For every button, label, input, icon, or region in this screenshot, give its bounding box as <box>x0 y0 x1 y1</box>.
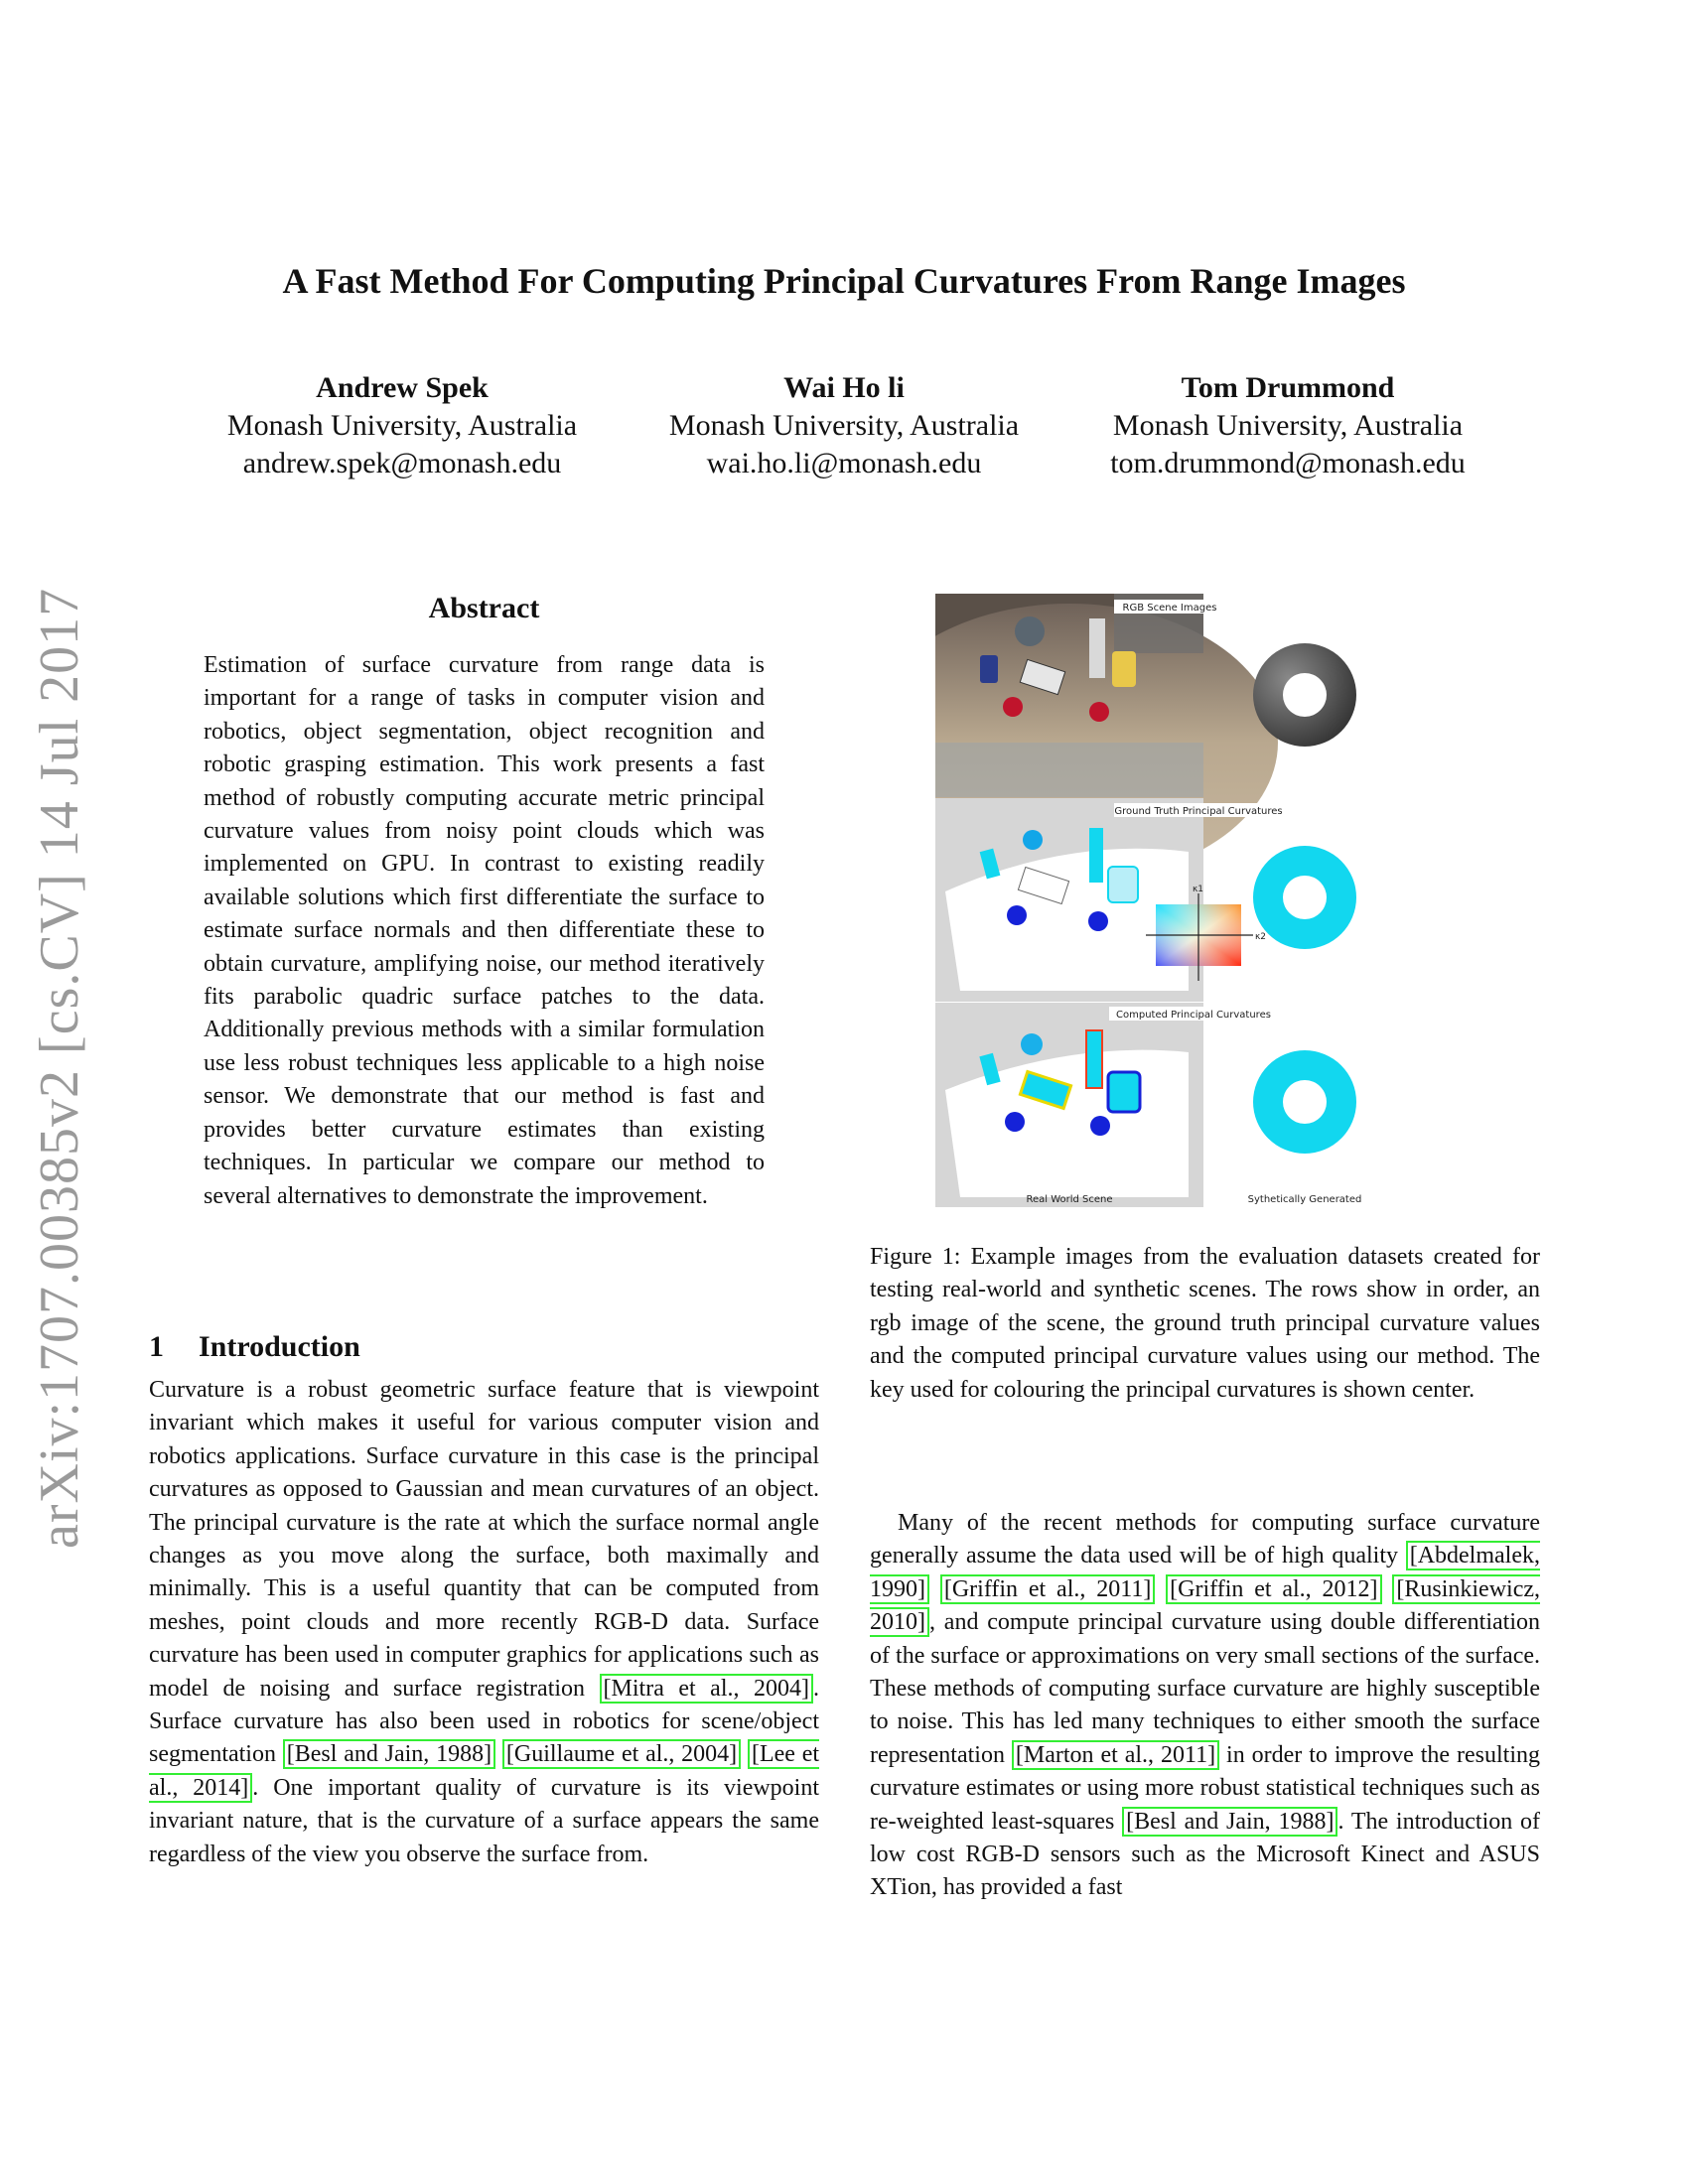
author-email[interactable]: wai.ho.li@monash.edu <box>706 447 982 479</box>
figure-1 <box>935 594 1418 1207</box>
key-k1-label: κ1 <box>1193 885 1204 894</box>
figure-1-image <box>935 594 1418 1207</box>
label-synthetic: Sythetically Generated <box>1247 1194 1362 1205</box>
author-block-2 <box>635 369 1053 482</box>
section-heading-introduction <box>149 1330 360 1364</box>
label-computed: Computed Principal Curvatures <box>1116 1010 1271 1021</box>
label-ground-truth: Ground Truth Principal Curvatures <box>1114 806 1283 817</box>
citation-link[interactable]: [Rusinkiewicz, 2010] <box>870 1575 1540 1636</box>
author-email[interactable]: tom.drummond@monash.edu <box>1110 447 1466 479</box>
paper-title: A Fast Method For Computing Principal Curvatures From Range Images <box>282 261 1406 301</box>
author-affiliation: Monash University, Australia <box>226 409 578 442</box>
author-block-1 <box>194 369 611 482</box>
citation-link[interactable]: [Griffin et al., 2011] <box>940 1574 1155 1604</box>
author-block-3 <box>1079 369 1496 482</box>
citation-link[interactable]: [Besl and Jain, 1988] <box>283 1739 495 1769</box>
citation-link[interactable]: [Griffin et al., 2012] <box>1166 1574 1381 1604</box>
abstract-text: Estimation of surface curvature from range data is important for a range of tasks in computer vision and robotics, object segmentation, object recognition and robotic grasping estimation. This work presents a fast method of robustly computing accurate metric principal curvature values from noisy point clouds which was implemented on GPU. In contrast to existing readily available solutions which first differentiate the surface to estimate surface normals and then differentiate these to obtain curvature, amplifying noise, our method iteratively fits parabolic quadric surface patches to the data. Additionally previous methods with a similar formulation use less robust techniques less applicable to a high noise sensor. We demonstrate that our method is fast and provides better curvature estimates than existing techniques. In particular we compare our method to several alternatives to demonstrate the improvement. <box>204 652 765 1209</box>
citation-link[interactable]: [Besl and Jain, 1988] <box>1122 1807 1337 1837</box>
arxiv-side-stamp: arXiv:1707.00385v2 [cs.CV] 14 Jul 2017 <box>29 587 90 1549</box>
citation-link[interactable]: [Abdelmalek, 1990] <box>870 1543 1540 1602</box>
intro-paragraph-2: Many of the recent methods for computing surface curvature generally assume the data used will be of high quality [Abdelmalek, 1990] [Griffin et al., 2011] [Griffin et al., 2012] [Rusinkiewicz, 2010] , and compute principal curvature using double differentiation of the surface or approximations on very small sections of the surface. These methods of computing surface curvature are highly susceptible to noise. This has led many techniques to either smooth the surface representation [Marton et al., 2011] in order to improve the resulting curvature estimates or using more robust statistical techniques such as re-weighted least-squares [Besl and Jain, 1988] . The introduction of low cost RGB-D sensors such as the Microsoft Kinect and ASUS XTion, has provided a fast <box>870 1510 1541 1901</box>
label-real-world: Real World Scene <box>1026 1194 1113 1205</box>
author-affiliation: Monash University, Australia <box>1112 409 1464 442</box>
section-number: 1 <box>149 1330 164 1363</box>
citation-link[interactable]: [Lee et al., 2014] <box>149 1741 820 1801</box>
author-name: Tom Drummond <box>1181 371 1395 404</box>
section-title: Introduction <box>199 1330 360 1363</box>
citation-link[interactable]: [Mitra et al., 2004] <box>600 1674 813 1704</box>
abstract-heading: Abstract <box>428 592 540 624</box>
label-rgb-scene: RGB Scene Images <box>1122 603 1217 614</box>
author-email[interactable]: andrew.spek@monash.edu <box>242 447 562 479</box>
author-affiliation: Monash University, Australia <box>668 409 1020 442</box>
author-name: Andrew Spek <box>316 371 489 404</box>
figure-1-caption: Figure 1: Example images from the evaluation datasets created for testing real-world and synthetic scenes. The rows show in order, an rgb image of the scene, the ground truth principal curvature values and the computed principal curvature values using our method. The key used for colouring the principal curvatures is shown center. <box>870 1244 1540 1403</box>
citation-link[interactable]: [Guillaume et al., 2004] <box>502 1739 741 1769</box>
author-name: Wai Ho li <box>783 371 905 404</box>
intro-paragraph-1: Curvature is a robust geometric surface feature that is viewpoint invariant which makes it useful for various computer vision and robotics applications. Surface curvature in this case is the principal curvatures as opposed to Gaussian and mean curvatures of an object. The principal curvature is the rate at which the surface normal angle changes as you move along the surface, both maximally and minimally. This is a useful quantity that can be computed from meshes, point clouds and more recently RGB-D data. Surface curvature has been used in computer graphics for applications such as model de noising and surface registration [Mitra et al., 2004] . Surface curvature has also been used in robotics for scene/object segmentation [Besl and Jain, 1988] [Guillaume et al., 2004] [Lee et al., 2014] . One important quality of curvature is its viewpoint invariant nature, that is the curvature of a surface appears the same regardless of the view you observe the surface from. <box>149 1377 820 1867</box>
key-k2-label: κ2 <box>1255 932 1267 942</box>
citation-link[interactable]: [Marton et al., 2011] <box>1012 1740 1219 1770</box>
